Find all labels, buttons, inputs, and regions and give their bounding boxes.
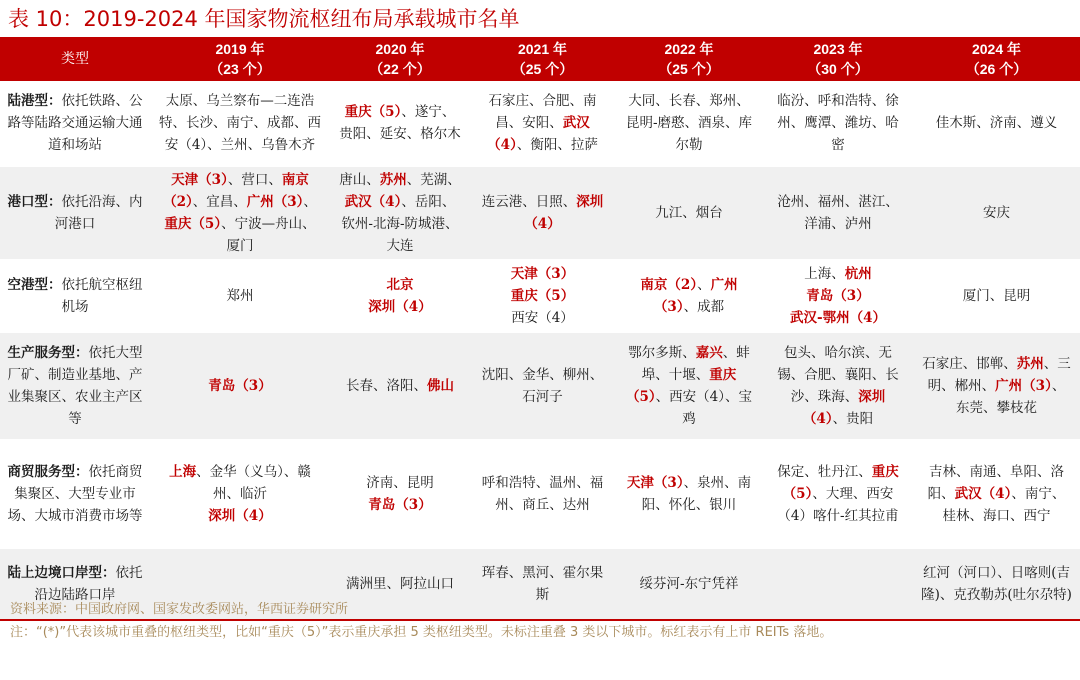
header-count: （22 个）: [369, 61, 431, 77]
table-row: [0, 332, 1080, 440]
table-row: [0, 260, 1080, 332]
city-text: 济南、昆明: [366, 475, 434, 491]
city-text: 、金华（义乌）、赣州、临沂: [196, 464, 311, 502]
reits-city-text: 重庆（5）: [782, 464, 899, 502]
city-cell-2024: [913, 440, 1080, 548]
reits-city-text: 深圳（4）: [802, 389, 886, 427]
reits-city-text: 武汉（4）: [954, 486, 1012, 502]
city-text: 西安（4）: [511, 310, 574, 326]
city-cell-2022: [615, 332, 763, 440]
city-cell-2024: [913, 260, 1080, 332]
hub-type-name: 陆上边境口岸型：: [7, 565, 116, 581]
city-cell-2024: [913, 166, 1080, 260]
city-text: 沧州、福州、湛江、洋浦、泸州: [777, 194, 899, 232]
city-text: 满洲里、阿拉山口: [346, 576, 454, 592]
hub-type-description: 依托大型厂矿、制造业基地、产业集聚区、农业主产区等: [7, 345, 143, 427]
city-cell-2020: [330, 166, 470, 260]
hub-type-name: 港口型：: [7, 194, 62, 210]
reits-city-text: 青岛（3）: [806, 288, 870, 304]
header-type: 类型: [0, 37, 150, 81]
reits-city-text: 青岛（3）: [208, 378, 272, 394]
city-cell-2023: [763, 260, 913, 332]
city-cell-2020: [330, 81, 470, 166]
city-text: 包头、哈尔滨、无锡、合肥、襄阳、长沙、珠海、: [777, 345, 899, 405]
city-text: 、大理、西安（4）喀什-红其拉甫: [777, 486, 899, 524]
city-text: 太原、乌兰察布—二连浩特、长沙、南宁、成都、西安（4）、兰州、乌鲁木齐: [159, 93, 321, 153]
city-text: 、三明、郴州、: [927, 356, 1071, 394]
city-cell-2019: [150, 166, 330, 260]
reits-city-text: 南京（2）: [163, 172, 309, 210]
city-cell-2023: [763, 548, 913, 620]
city-cell-2020: [330, 548, 470, 620]
reits-city-text: 深圳（4）: [208, 508, 272, 524]
reits-city-text: 广州（3）: [995, 378, 1052, 394]
city-text: 、: [303, 194, 317, 210]
header-count: （25 个）: [511, 61, 574, 77]
table-body: [0, 81, 1080, 620]
city-text: 安庆: [983, 205, 1010, 221]
reits-city-text: 重庆（5）: [626, 367, 737, 405]
city-text: 上海、: [804, 266, 845, 282]
hub-type-description: 依托航空枢纽机场: [61, 277, 143, 315]
hub-type-name: 商贸服务型：: [7, 464, 89, 480]
header-2019: [150, 37, 330, 81]
header-year: 2020 年: [375, 41, 425, 57]
city-cell-2020: [330, 440, 470, 548]
reits-city-text: 苏州: [379, 172, 407, 188]
table-header-row: [0, 37, 1080, 81]
reits-city-text: 天津（3）: [510, 266, 575, 282]
city-cell-2022: [615, 548, 763, 620]
city-text: 保定、牡丹江、: [777, 464, 872, 480]
reits-city-text: 天津（3）: [171, 172, 228, 188]
city-text: 、芜湖、: [406, 172, 461, 188]
city-text: 珲春、黑河、霍尔果斯: [481, 565, 604, 603]
hub-type-cell: [0, 166, 150, 260]
hub-type-cell: [0, 440, 150, 548]
city-text: 石家庄、合肥、南昌、安阳、: [488, 93, 597, 131]
city-cell-2024: [913, 548, 1080, 620]
reits-city-text: 武汉-鄂州（4）: [790, 310, 886, 326]
city-cell-2020: [330, 332, 470, 440]
header-year: 2021 年: [517, 41, 568, 57]
hub-city-table: [0, 37, 1080, 621]
reits-city-text: 深圳（4）: [524, 194, 604, 232]
city-cell-2021: [470, 332, 615, 440]
city-cell-2021: [470, 440, 615, 548]
city-text: 鄂尔多斯、: [628, 345, 696, 361]
city-text: 、宜昌、: [192, 194, 247, 210]
table-row: [0, 440, 1080, 548]
hub-type-name: 空港型：: [7, 277, 62, 293]
city-text: 、蚌埠、十堰、: [641, 345, 750, 383]
city-text: 绥芬河-东宁凭祥: [639, 576, 739, 592]
city-cell-2022: [615, 166, 763, 260]
city-text: 、衡阳、拉萨: [516, 137, 598, 153]
city-text: 九江、烟台: [655, 205, 723, 221]
city-text: 、: [697, 277, 711, 293]
reits-city-text: 苏州: [1016, 356, 1044, 372]
header-year: 2022 年: [664, 41, 714, 57]
city-cell-2019: [150, 332, 330, 440]
hub-city-table-container: [0, 37, 1080, 621]
reits-city-text: 杭州: [844, 266, 872, 282]
city-text: 厦门、昆明: [962, 288, 1031, 304]
city-text: 沈阳、金华、柳州、石河子: [481, 367, 604, 405]
city-text: 、南宁、桂林、海口、西宁: [942, 486, 1066, 524]
reits-city-text: 重庆（5）: [510, 288, 575, 304]
hub-type-description: 依托沿边陆路口岸: [34, 565, 143, 603]
header-year: 2019 年: [215, 41, 265, 57]
city-text: 连云港、日照、: [481, 194, 577, 210]
remark-note: 注：“(*)”代表该城市重叠的枢纽类型，比如“重庆（5）”表示重庆承担 5 类枢纽类型。未标注重叠 3 类以下城市。标红表示有上市 REITs 落地。: [10, 625, 833, 640]
city-text: 呼和浩特、温州、福州、商丘、达州: [481, 475, 604, 513]
reits-city-text: 北京: [386, 277, 414, 293]
city-text: 、岳阳、钦州-北海-防城港、大连: [341, 194, 459, 254]
city-cell-2021: [470, 260, 615, 332]
city-cell-2020: [330, 260, 470, 332]
reits-city-text: 武汉（4）: [344, 194, 402, 210]
hub-type-description: 依托沿海、内河港口: [54, 194, 143, 232]
city-cell-2023: [763, 332, 913, 440]
city-text: 红河（河口）、日喀则(吉隆)、克孜勒苏(吐尔尕特): [921, 565, 1072, 603]
reits-city-text: 青岛（3）: [368, 497, 432, 513]
city-cell-2019: [150, 260, 330, 332]
city-text: 临汾、呼和浩特、徐州、鹰潭、潍坊、哈密: [777, 93, 899, 153]
city-cell-2022: [615, 260, 763, 332]
city-text: 长春、洛阳、: [346, 378, 427, 394]
hub-type-name: 陆港型：: [7, 93, 62, 109]
reits-city-text: 佛山: [427, 378, 454, 394]
reits-city-text: 深圳（4）: [368, 299, 432, 315]
header-count: （30 个）: [807, 61, 869, 77]
hub-type-description: 依托铁路、公路等陆路交通运输大通道和场站: [7, 93, 143, 153]
hub-type-cell: [0, 332, 150, 440]
table-row: [0, 81, 1080, 166]
city-text: 、成都: [683, 299, 725, 315]
city-cell-2019: [150, 81, 330, 166]
hub-type-cell: [0, 260, 150, 332]
reits-city-text: 广州（3）: [653, 277, 738, 315]
city-text: 、东莞、攀枝花: [956, 378, 1066, 416]
city-cell-2024: [913, 332, 1080, 440]
city-text: 郑州: [226, 288, 254, 304]
city-text: 石家庄、邯郸、: [922, 356, 1017, 372]
city-text: 、遂宁、贵阳、延安、格尔木: [339, 104, 461, 142]
city-text: 、西安（4）、宝鸡: [655, 389, 752, 427]
header-2020: [330, 37, 470, 81]
city-cell-2023: [763, 81, 913, 166]
city-text: 、泉州、南阳、怀化、银川: [641, 475, 752, 513]
reits-city-text: 上海: [169, 464, 197, 480]
city-cell-2023: [763, 166, 913, 260]
city-text: 大同、长春、郑州、昆明-磨憨、酒泉、库尔勒: [625, 93, 753, 153]
header-year: 2024 年: [971, 41, 1022, 57]
header-count: （23 个）: [209, 61, 271, 77]
city-cell-2021: [470, 548, 615, 620]
header-year: 2023 年: [813, 41, 863, 57]
header-2023: [763, 37, 913, 81]
table-row: [0, 166, 1080, 260]
hub-type-cell: [0, 81, 150, 166]
city-text: 唐山、: [339, 172, 380, 188]
reits-city-text: 广州（3）: [246, 194, 304, 210]
city-cell-2022: [615, 440, 763, 548]
city-cell-2019: [150, 440, 330, 548]
reits-city-text: 嘉兴: [695, 345, 723, 361]
source-note: 资料来源：中国政府网、国家发改委网站，华西证券研究所: [10, 602, 349, 617]
header-2021: [470, 37, 615, 81]
reits-city-text: 重庆（5）: [344, 104, 402, 120]
city-cell-2023: [763, 440, 913, 548]
header-2024: [913, 37, 1080, 81]
city-text: 、贵阳: [832, 411, 874, 427]
header-count: （25 个）: [658, 61, 720, 77]
reits-city-text: 重庆（5）: [164, 216, 222, 232]
city-cell-2024: [913, 81, 1080, 166]
city-cell-2021: [470, 81, 615, 166]
hub-type-name: 生产服务型：: [7, 345, 89, 361]
reits-city-text: 南京（2）: [640, 277, 698, 293]
header-count: （26 个）: [965, 61, 1028, 77]
table-title: 表 10：2019-2024 年国家物流枢纽布局承载城市名单: [8, 7, 520, 31]
city-text: 吉林、南通、阜阳、洛阳、: [927, 464, 1064, 502]
city-text: 佳木斯、济南、遵义: [935, 115, 1058, 131]
city-text: 、宁波—舟山、厦门: [221, 216, 316, 254]
city-cell-2022: [615, 81, 763, 166]
hub-type-description: 依托商贸集聚区、大型专业市场、大城市消费市场等: [7, 464, 143, 524]
city-cell-2021: [470, 166, 615, 260]
city-text: 、营口、: [227, 172, 282, 188]
header-2022: [615, 37, 763, 81]
reits-city-text: 天津（3）: [626, 475, 684, 491]
reits-city-text: 武汉（4）: [487, 115, 590, 153]
